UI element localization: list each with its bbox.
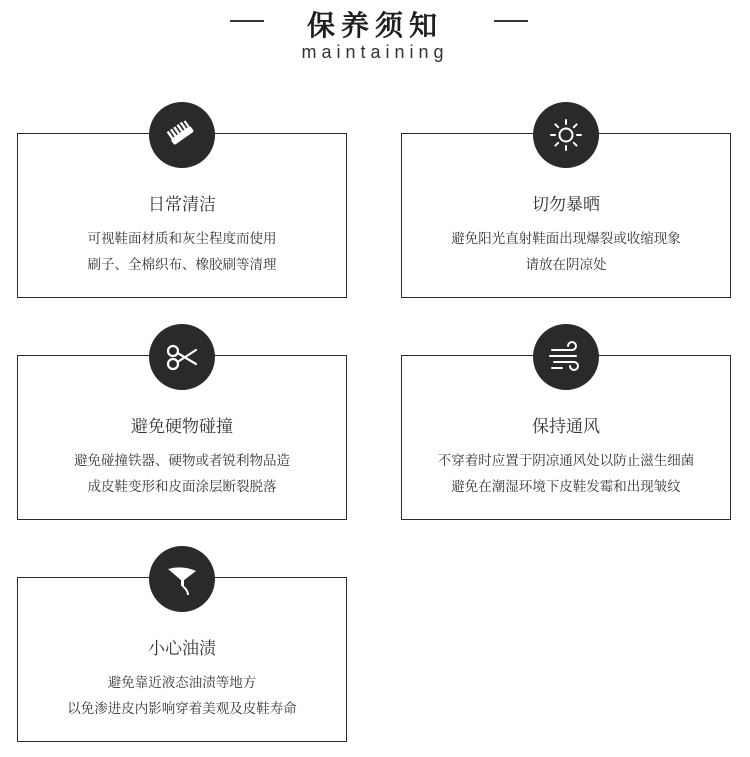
page-header [0,0,750,80]
page-subtitle: maintaining [301,42,449,62]
card-icon-badge [149,546,215,612]
card-keep-ventilated [401,355,731,520]
card-title: 日常清洁 [148,195,216,215]
card-description-line: 刷子、全棉织布、橡胶刷等清理 [87,257,277,273]
card-icon-badge [149,102,215,168]
sun-icon [546,115,586,155]
card-avoid-sun [401,133,731,298]
scissors-icon [162,337,202,377]
card-description-line: 避免碰撞铁器、硬物或者锐利物品造 [74,453,290,469]
card-description-line: 避免靠近液态油渍等地方 [107,675,257,691]
card-beware-oil [17,577,347,742]
card-title: 切勿暴晒 [532,195,600,215]
card-title: 保持通风 [532,417,600,437]
oil-funnel-icon [162,559,202,599]
card-description-line: 避免在潮湿环境下皮鞋发霉和出现皱纹 [451,479,681,495]
card-description [402,448,730,500]
card-description-line: 成皮鞋变形和皮面涂层断裂脱落 [87,479,277,495]
card-avoid-collision [17,355,347,520]
wind-icon [546,337,586,377]
brush-icon [162,115,202,155]
card-description [402,226,730,278]
card-description-line: 不穿着时应置于阴凉通风处以防止滋生细菌 [437,453,695,469]
page-title: 保养须知 [306,9,443,42]
card-icon-badge [533,324,599,390]
card-daily-cleaning [17,133,347,298]
card-icon-badge [149,324,215,390]
card-description-line: 避免阳光直射鞋面出现爆裂或收缩现象 [451,231,681,247]
card-description [18,226,346,278]
card-description [18,670,346,722]
title-right-dash [494,20,528,22]
card-description [18,448,346,500]
card-icon-badge [533,102,599,168]
card-description-line: 可视鞋面材质和灰尘程度而使用 [87,231,277,247]
card-description-line: 请放在阴凉处 [525,257,607,273]
card-title: 小心油渍 [148,639,216,659]
card-title: 避免硬物碰撞 [131,417,233,437]
card-description-line: 以免渗进皮内影响穿着美观及皮鞋寿命 [67,701,297,717]
